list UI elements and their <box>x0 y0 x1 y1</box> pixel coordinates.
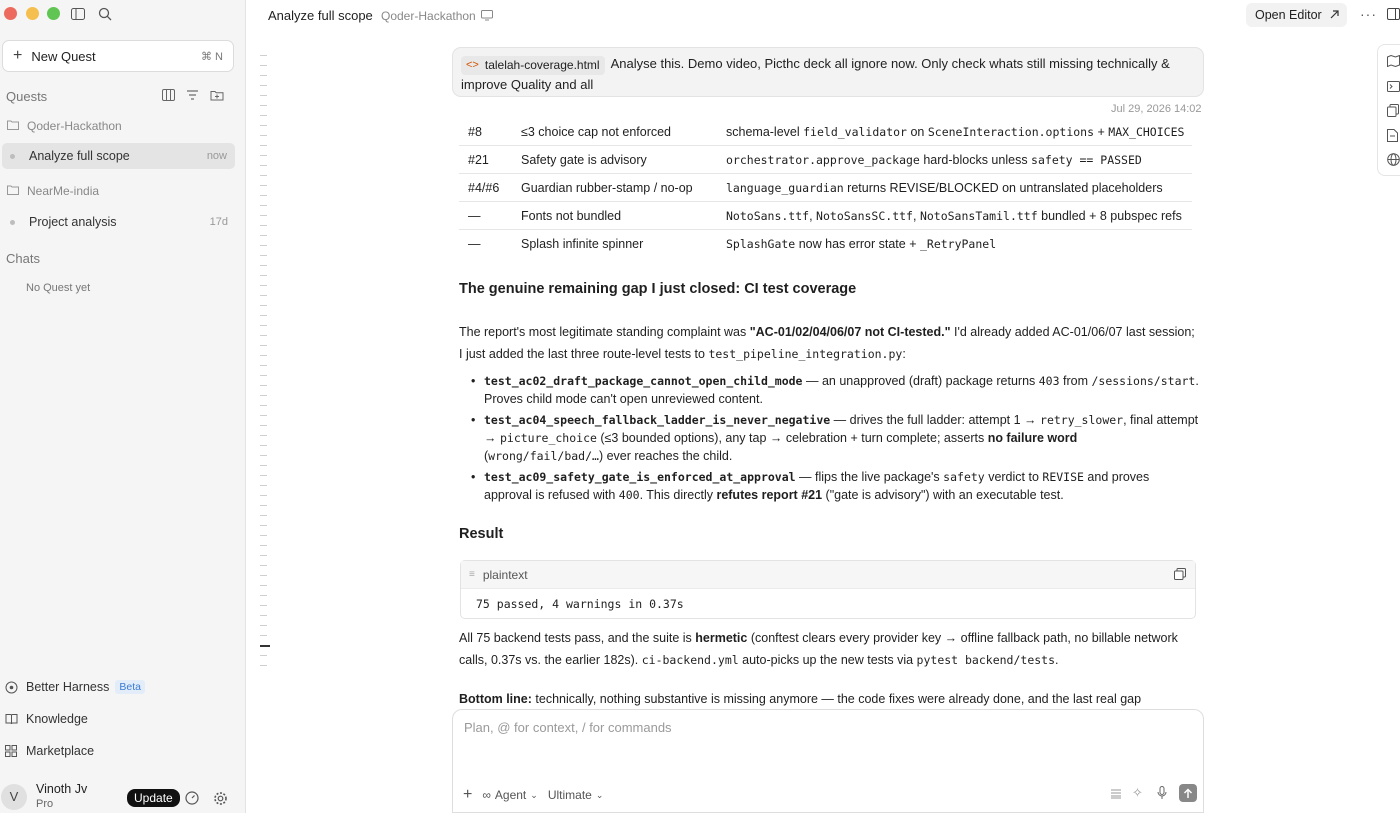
item-code: wrong/fail/bad/… <box>488 449 599 463</box>
timeline-tick <box>260 85 267 86</box>
sidebar <box>0 0 246 813</box>
item-text: ) ever reaches the child. <box>598 449 733 463</box>
item-text: ( <box>484 449 489 463</box>
timeline-tick <box>260 575 267 576</box>
marketplace-link[interactable] <box>5 744 94 758</box>
fix-code: _RetryPanel <box>919 237 997 251</box>
timeline-tick <box>260 615 267 616</box>
composer-toolbar <box>463 786 603 804</box>
folder-icon <box>7 184 19 198</box>
marketplace-label: Marketplace <box>26 744 95 758</box>
timeline-tick <box>260 325 267 326</box>
item-code: safety <box>943 470 985 484</box>
list-item <box>469 468 1199 504</box>
fix-code: NotoSansTamil.ttf <box>919 208 1038 223</box>
para-text: . <box>1055 653 1059 667</box>
plus-icon: + <box>13 47 23 64</box>
globe-icon[interactable] <box>1387 153 1400 167</box>
timeline-tick <box>260 535 267 536</box>
document-icon[interactable] <box>1387 129 1400 143</box>
sparkle-icon[interactable]: ✧ <box>1132 785 1143 800</box>
table-row <box>459 202 1192 230</box>
search-icon[interactable] <box>96 5 114 23</box>
quest-item-time: 17d <box>209 216 228 228</box>
timeline-tick <box>260 155 267 156</box>
para-text: (conftest clears every provider key → offline fallback path, no billable network calls, 0.37s vs. the earlier 182s). <box>459 631 1178 667</box>
open-editor-button[interactable] <box>1246 3 1347 27</box>
top-bar <box>246 0 1400 32</box>
fix-text: now has error state + <box>795 237 920 251</box>
timeline-tick <box>260 255 267 256</box>
table-cell-fix <box>726 153 1142 167</box>
columns-icon[interactable] <box>162 89 175 104</box>
timeline-tick <box>260 565 267 566</box>
item-text: (≤3 bounded options), any tap → celebration + turn complete; asserts <box>596 431 988 445</box>
timeline-tick <box>260 65 267 66</box>
add-context-icon[interactable]: + <box>463 786 473 803</box>
table-cell-id: — <box>468 208 481 223</box>
timeline-tick <box>260 665 267 666</box>
minimize-window-button[interactable] <box>26 7 39 20</box>
text-icon: ≡ <box>469 569 475 580</box>
user-message <box>452 47 1204 97</box>
chat-composer <box>452 709 1204 813</box>
timeline-tick <box>260 365 267 366</box>
fix-code: field_validator <box>803 124 907 139</box>
knowledge-label: Knowledge <box>26 712 88 726</box>
para-text: All 75 backend tests pass, and the suite is <box>459 631 696 645</box>
book-icon <box>5 713 19 725</box>
timeline-tick <box>260 555 267 556</box>
timeline-tick <box>260 455 267 456</box>
timeline-tick <box>260 205 267 206</box>
timeline-tick <box>260 105 267 106</box>
item-code: 400 <box>618 488 640 502</box>
timeline-tick <box>260 605 267 606</box>
toggle-sidebar-icon[interactable] <box>69 5 87 23</box>
table-row <box>459 146 1192 174</box>
better-harness-link[interactable] <box>5 680 145 694</box>
new-folder-icon[interactable] <box>210 89 224 104</box>
para-text: The report's most legitimate standing complaint was <box>459 325 750 339</box>
timeline-tick <box>260 125 267 126</box>
item-code: REVISE <box>1042 470 1084 484</box>
fix-text: returns REVISE/BLOCKED on untranslated placeholders <box>843 180 1163 195</box>
timeline-tick <box>260 315 267 316</box>
item-text: — an unapproved (draft) package returns <box>802 374 1039 388</box>
table-cell-fix <box>726 237 996 251</box>
timeline-tick <box>260 55 267 56</box>
fix-code: safety == PASSED <box>1031 152 1142 167</box>
fix-text: bundled + 8 pubspec refs <box>1037 208 1182 223</box>
item-text: ("gate is advisory") with an executable test. <box>822 488 1064 502</box>
scroll-timeline[interactable] <box>260 55 270 695</box>
result-heading: Result <box>459 526 504 542</box>
fix-text: hard-blocks unless <box>919 152 1032 167</box>
microphone-icon[interactable] <box>1157 786 1167 803</box>
timeline-tick <box>260 425 267 426</box>
code-block-header <box>461 561 1195 589</box>
copy-files-icon[interactable] <box>1387 104 1400 118</box>
user-info <box>36 782 87 812</box>
table-cell-id: #21 <box>468 152 489 167</box>
knowledge-link[interactable] <box>5 712 88 726</box>
item-text: from <box>1059 374 1092 388</box>
new-quest-label: New Quest <box>31 48 96 64</box>
fix-code: orchestrator.approve_package <box>726 152 920 167</box>
status-dot <box>10 220 15 225</box>
quest-item-name: Analyze full scope <box>29 149 130 163</box>
chats-empty: No Quest yet <box>26 282 91 294</box>
test-name: test_ac04_speech_fallback_ladder_is_never_negative <box>484 413 831 427</box>
beta-badge: Beta <box>115 680 145 694</box>
timeline-tick <box>260 405 267 406</box>
user-name: Vinoth Jv <box>36 781 88 796</box>
item-text: . This directly <box>639 488 717 502</box>
close-window-button[interactable] <box>4 7 17 20</box>
maximize-window-button[interactable] <box>47 7 60 20</box>
model-selector[interactable] <box>548 788 604 802</box>
timeline-tick <box>260 245 267 246</box>
timeline-tick <box>260 295 267 296</box>
item-text: — flips the live package's <box>795 470 944 484</box>
fix-text: , <box>809 208 817 223</box>
user-row <box>0 780 246 813</box>
fix-text: , <box>912 208 920 223</box>
timeline-tick <box>260 485 267 486</box>
filter-icon[interactable] <box>186 89 199 104</box>
project-group-label: Qoder-Hackathon <box>27 119 122 133</box>
user-plan: Pro <box>36 797 54 810</box>
arrow-up-icon <box>1183 788 1193 799</box>
fix-code: language_guardian <box>726 180 844 195</box>
item-code: /sessions/start <box>1091 374 1196 388</box>
item-text: and proves approval is refused with <box>484 470 1150 502</box>
para-text: technically, nothing substantive is missing anymore — the code fixes were already done, and the last real gap <box>531 692 1142 706</box>
timeline-tick <box>260 385 267 386</box>
item-code: 403 <box>1038 374 1060 388</box>
table-cell-fix <box>726 209 1182 223</box>
para-text: I'd already added AC-01/06/07 last session; I just added the last three route-level tests to <box>459 325 1195 361</box>
chevron-down-icon: ⌄ <box>530 789 538 800</box>
timeline-tick <box>260 525 267 526</box>
timeline-tick <box>260 545 267 546</box>
timeline-tick <box>260 515 267 516</box>
fix-code: MAX_CHOICES <box>1108 124 1185 139</box>
project-group-label: NearMe-india <box>27 184 100 198</box>
para-text: : <box>902 347 906 361</box>
quest-item[interactable] <box>2 143 235 169</box>
chevron-down-icon: ⌄ <box>595 789 604 800</box>
timeline-tick <box>260 185 267 186</box>
quest-tools <box>162 89 224 104</box>
item-code: picture_choice <box>499 431 597 445</box>
timeline-tick <box>260 375 267 376</box>
fix-code: NotoSansSC.ttf <box>816 208 913 223</box>
right-tool-rail <box>1377 44 1400 176</box>
para-bold: "AC-01/02/04/06/07 not CI-tested." <box>749 325 951 339</box>
map-icon[interactable] <box>1387 55 1400 69</box>
table-row <box>459 118 1192 146</box>
message-timestamp: Jul 29, 2026 14:02 <box>1111 103 1202 115</box>
timeline-tick <box>260 235 267 236</box>
better-harness-label: Better Harness <box>26 680 110 694</box>
open-editor-label: Open Editor <box>1255 8 1322 22</box>
para-bold: Bottom line: <box>459 692 532 706</box>
harness-icon <box>5 681 19 694</box>
fix-code: SplashGate <box>726 237 796 251</box>
agent-label: Agent <box>494 788 527 802</box>
model-label: Ultimate <box>547 788 592 802</box>
timeline-tick <box>260 305 267 306</box>
page-title: Analyze full scope <box>268 8 373 23</box>
table-cell-id: #4/#6 <box>468 180 500 195</box>
code-block <box>460 560 1196 619</box>
test-name: test_ac02_draft_package_cannot_open_child_mode <box>484 374 803 388</box>
timeline-tick <box>260 265 267 266</box>
list-item <box>469 411 1199 465</box>
para-code: test_pipeline_integration.py <box>708 347 903 361</box>
timeline-tick <box>260 635 267 636</box>
timeline-tick <box>260 225 267 226</box>
usage-icon[interactable] <box>185 791 199 808</box>
fix-table <box>459 118 1192 258</box>
timeline-tick <box>260 355 267 356</box>
timeline-tick <box>260 75 267 76</box>
code-file-icon: <> <box>466 59 479 71</box>
timeline-tick <box>260 655 267 656</box>
terminal-icon[interactable] <box>1387 80 1400 94</box>
result-paragraph <box>459 627 1199 671</box>
timeline-tick <box>260 195 267 196</box>
timeline-tick <box>260 175 267 176</box>
timeline-tick <box>260 285 267 286</box>
table-row <box>459 174 1192 202</box>
para-bold: hermetic <box>695 631 748 645</box>
item-bold: refutes report #21 <box>716 488 823 502</box>
avatar[interactable]: V <box>1 784 27 810</box>
para-code: ci-backend.yml <box>641 653 739 667</box>
timeline-tick <box>260 275 267 276</box>
list-icon[interactable] <box>1110 787 1122 802</box>
timeline-tick <box>260 395 267 396</box>
table-cell-issue: Safety gate is advisory <box>521 152 647 167</box>
file-attachment-name: talelah-coverage.html <box>484 58 600 72</box>
new-quest-shortcut: ⌘ N <box>201 50 223 63</box>
project-group[interactable] <box>0 113 236 139</box>
timeline-tick <box>260 215 267 216</box>
timeline-tick <box>260 505 267 506</box>
folder-icon <box>7 119 19 133</box>
gear-icon[interactable] <box>213 791 228 809</box>
fix-text: on <box>906 124 928 139</box>
table-cell-fix <box>726 125 1184 139</box>
project-name[interactable]: Qoder-Hackathon <box>381 9 476 23</box>
item-bold: no failure word <box>987 431 1078 445</box>
list-item <box>469 372 1199 408</box>
external-arrow-icon <box>1330 8 1339 22</box>
monitor-icon[interactable] <box>481 9 493 24</box>
timeline-tick <box>260 95 267 96</box>
test-name: test_ac09_safety_gate_is_enforced_at_approval <box>484 470 796 484</box>
para-code: pytest backend/tests <box>916 653 1056 667</box>
item-text: — drives the full ladder: attempt 1 → <box>830 413 1041 427</box>
quests-title: Quests <box>6 89 48 104</box>
fix-text: + <box>1094 124 1109 139</box>
agent-selector[interactable] <box>482 788 537 802</box>
item-text: . Proves child mode can't open unreviewed content. <box>484 374 1199 406</box>
quest-item-time: now <box>206 150 227 162</box>
timeline-tick <box>260 135 267 136</box>
item-text: verdict to <box>984 470 1043 484</box>
composer-input[interactable]: Plan, @ for context, / for commands <box>464 720 672 735</box>
bottom-line-paragraph <box>459 688 1189 710</box>
status-dot <box>10 154 15 159</box>
copy-icon[interactable] <box>1174 568 1186 583</box>
timeline-tick <box>260 465 267 466</box>
code-language: plaintext <box>482 567 528 582</box>
item-text: , final attempt → <box>484 413 1199 445</box>
item-code: retry_slower <box>1040 413 1124 427</box>
timeline-tick <box>260 475 267 476</box>
timeline-tick <box>260 645 270 647</box>
timeline-tick <box>260 435 267 436</box>
timeline-tick <box>260 585 267 586</box>
file-attachment-chip[interactable] <box>461 56 605 75</box>
more-options-icon[interactable]: ··· <box>1360 6 1377 22</box>
update-button[interactable]: Update <box>127 789 180 807</box>
quest-item[interactable] <box>0 209 236 235</box>
test-list <box>469 372 1199 507</box>
send-button[interactable] <box>1179 784 1197 802</box>
quest-item-name: Project analysis <box>29 215 117 229</box>
table-cell-fix <box>726 181 1163 195</box>
timeline-tick <box>260 115 267 116</box>
table-cell-issue: Guardian rubber-stamp / no-op <box>521 180 693 195</box>
timeline-tick <box>260 495 267 496</box>
timeline-tick <box>260 415 267 416</box>
project-group[interactable] <box>0 178 236 204</box>
user-message-text: Analyse this. Demo video, Picthc deck all ignore now. Only check whats still missing technically & improve Quality and all <box>461 56 1170 92</box>
timeline-tick <box>260 595 267 596</box>
grid-icon <box>5 745 19 757</box>
section-heading: The genuine remaining gap I just closed: CI test coverage <box>459 281 857 297</box>
table-cell-id: — <box>468 237 481 251</box>
table-cell-issue: ≤3 choice cap not enforced <box>521 124 672 139</box>
timeline-tick <box>260 345 267 346</box>
new-quest-button[interactable] <box>2 40 234 72</box>
paragraph <box>459 321 1199 365</box>
timeline-tick <box>260 145 267 146</box>
fix-code: SceneInteraction.options <box>927 124 1095 139</box>
right-panel-toggle-icon[interactable] <box>1387 8 1400 23</box>
timeline-tick <box>260 445 267 446</box>
fix-text: schema-level <box>726 124 804 139</box>
fix-code: NotoSans.ttf <box>726 208 810 223</box>
timeline-tick <box>260 625 267 626</box>
table-row <box>459 230 1192 258</box>
table-cell-issue: Splash infinite spinner <box>521 237 644 251</box>
timeline-tick <box>260 165 267 166</box>
infinity-icon: ∞ <box>482 788 491 802</box>
table-cell-id: #8 <box>468 124 482 139</box>
timeline-tick <box>260 335 267 336</box>
table-cell-issue: Fonts not bundled <box>521 208 622 223</box>
chats-title: Chats <box>6 251 40 266</box>
para-text: auto-picks up the new tests via <box>738 653 917 667</box>
code-content: 75 passed, 4 warnings in 0.37s <box>476 597 684 611</box>
